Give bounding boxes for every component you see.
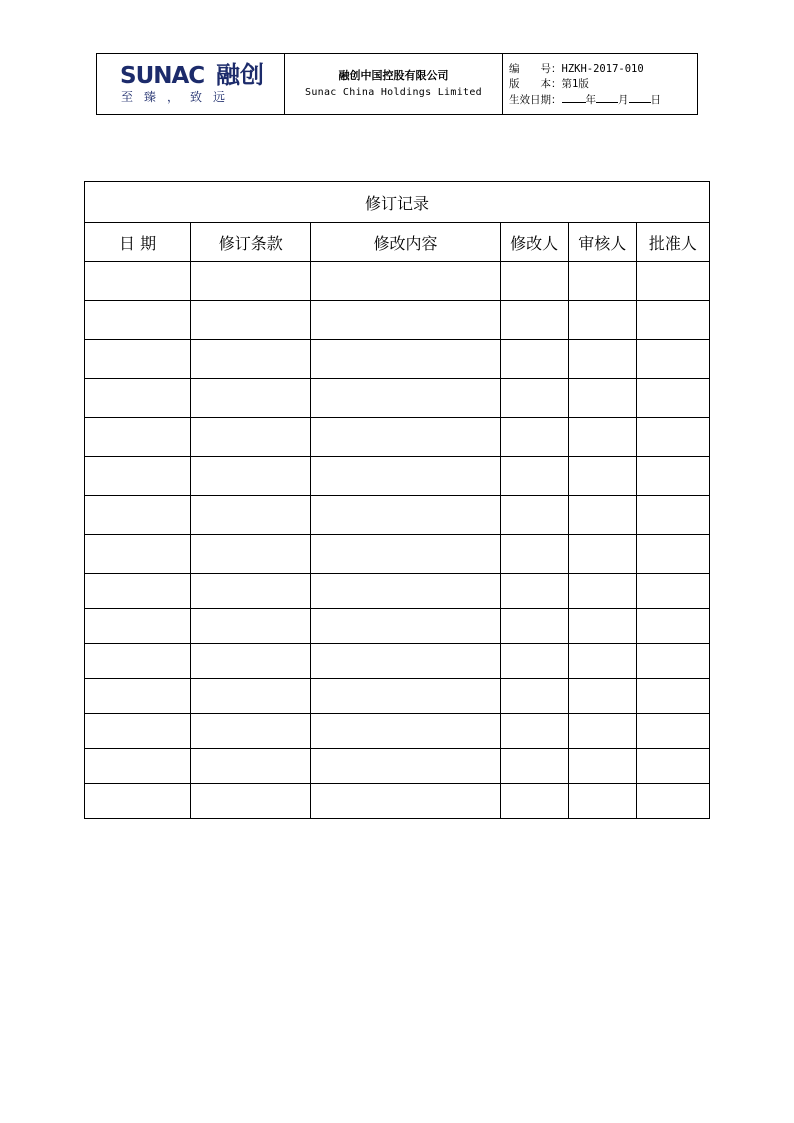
column-header-approver: 批准人 <box>636 223 709 262</box>
cell-date <box>85 340 191 379</box>
company-name-cn: 融创中国控股有限公司 <box>338 69 449 82</box>
cell-reviewer <box>568 609 636 644</box>
logo-brand-cn: 融创 <box>216 61 264 89</box>
cell-content <box>311 535 500 574</box>
cell-reviewer <box>568 535 636 574</box>
cell-clause <box>191 535 311 574</box>
table-row <box>85 644 710 679</box>
cell-approver <box>636 784 709 819</box>
cell-modifier <box>500 535 568 574</box>
cell-date <box>85 714 191 749</box>
cell-clause <box>191 679 311 714</box>
cell-reviewer <box>568 301 636 340</box>
cell-modifier <box>500 679 568 714</box>
table-row <box>85 749 710 784</box>
cell-clause <box>191 340 311 379</box>
cell-modifier <box>500 340 568 379</box>
table-row <box>85 379 710 418</box>
cell-approver <box>636 262 709 301</box>
cell-modifier <box>500 784 568 819</box>
cell-clause <box>191 644 311 679</box>
cell-clause <box>191 418 311 457</box>
document-header <box>96 53 698 115</box>
cell-content <box>311 340 500 379</box>
cell-content <box>311 496 500 535</box>
logo-slogan: 至臻，致远 <box>121 90 237 104</box>
cell-date <box>85 749 191 784</box>
cell-reviewer <box>568 574 636 609</box>
cell-reviewer <box>568 418 636 457</box>
effective-date-row <box>509 92 697 108</box>
cell-reviewer <box>568 749 636 784</box>
effective-date-label: 生效日期： <box>509 94 562 106</box>
table-row <box>85 418 710 457</box>
document-meta <box>503 54 697 114</box>
table-title-row <box>85 182 710 223</box>
company-logo <box>97 54 285 114</box>
cell-clause <box>191 574 311 609</box>
cell-reviewer <box>568 496 636 535</box>
cell-approver <box>636 749 709 784</box>
cell-clause <box>191 496 311 535</box>
cell-content <box>311 574 500 609</box>
revision-record-table <box>84 181 710 819</box>
cell-content <box>311 379 500 418</box>
day-blank <box>629 92 651 103</box>
cell-reviewer <box>568 679 636 714</box>
cell-clause <box>191 749 311 784</box>
cell-reviewer <box>568 457 636 496</box>
company-name-en: Sunac China Holdings Limited <box>305 87 482 98</box>
cell-modifier <box>500 262 568 301</box>
cell-approver <box>636 644 709 679</box>
cell-clause <box>191 301 311 340</box>
cell-content <box>311 749 500 784</box>
cell-date <box>85 574 191 609</box>
cell-content <box>311 457 500 496</box>
year-blank <box>562 92 586 103</box>
cell-reviewer <box>568 340 636 379</box>
cell-modifier <box>500 644 568 679</box>
month-unit: 月 <box>618 94 629 106</box>
cell-approver <box>636 379 709 418</box>
cell-modifier <box>500 714 568 749</box>
cell-reviewer <box>568 379 636 418</box>
cell-modifier <box>500 379 568 418</box>
cell-content <box>311 262 500 301</box>
table-row <box>85 301 710 340</box>
table-header-row <box>85 223 710 262</box>
day-unit: 日 <box>650 94 661 106</box>
table-row <box>85 535 710 574</box>
table-row <box>85 784 710 819</box>
cell-date <box>85 644 191 679</box>
version-row <box>509 77 697 92</box>
column-header-reviewer: 审核人 <box>568 223 636 262</box>
cell-content <box>311 784 500 819</box>
cell-content <box>311 609 500 644</box>
cell-reviewer <box>568 714 636 749</box>
document-number-row <box>509 62 697 77</box>
cell-approver <box>636 714 709 749</box>
cell-modifier <box>500 574 568 609</box>
table-title: 修订记录 <box>85 182 710 223</box>
column-header-content: 修改内容 <box>311 223 500 262</box>
cell-date <box>85 301 191 340</box>
cell-clause <box>191 262 311 301</box>
table-row <box>85 262 710 301</box>
cell-clause <box>191 784 311 819</box>
cell-approver <box>636 340 709 379</box>
cell-approver <box>636 679 709 714</box>
cell-reviewer <box>568 784 636 819</box>
table-row <box>85 457 710 496</box>
cell-date <box>85 418 191 457</box>
cell-modifier <box>500 749 568 784</box>
cell-content <box>311 418 500 457</box>
column-header-modifier: 修改人 <box>500 223 568 262</box>
table-row <box>85 679 710 714</box>
cell-content <box>311 679 500 714</box>
cell-modifier <box>500 457 568 496</box>
cell-reviewer <box>568 262 636 301</box>
cell-content <box>311 301 500 340</box>
cell-clause <box>191 379 311 418</box>
cell-reviewer <box>568 644 636 679</box>
cell-approver <box>636 301 709 340</box>
column-header-date: 日 期 <box>85 223 191 262</box>
version-label: 版 本： <box>509 78 562 90</box>
column-header-clause: 修订条款 <box>191 223 311 262</box>
cell-date <box>85 679 191 714</box>
cell-date <box>85 379 191 418</box>
cell-approver <box>636 574 709 609</box>
cell-modifier <box>500 301 568 340</box>
table-row <box>85 609 710 644</box>
month-blank <box>596 92 618 103</box>
cell-clause <box>191 609 311 644</box>
document-number-value: HZKH-2017-010 <box>561 63 644 75</box>
cell-content <box>311 644 500 679</box>
document-number-label: 编 号： <box>509 63 562 75</box>
cell-clause <box>191 714 311 749</box>
cell-date <box>85 784 191 819</box>
cell-approver <box>636 535 709 574</box>
cell-date <box>85 457 191 496</box>
version-value: 第1版 <box>561 78 589 90</box>
table-row <box>85 496 710 535</box>
cell-approver <box>636 609 709 644</box>
cell-content <box>311 714 500 749</box>
year-unit: 年 <box>585 94 596 106</box>
cell-date <box>85 609 191 644</box>
cell-clause <box>191 457 311 496</box>
cell-date <box>85 535 191 574</box>
company-name-block <box>285 54 503 114</box>
cell-modifier <box>500 609 568 644</box>
logo-brand-en: SUNAC <box>120 63 205 89</box>
cell-approver <box>636 457 709 496</box>
cell-modifier <box>500 418 568 457</box>
table-row <box>85 714 710 749</box>
table-row <box>85 574 710 609</box>
cell-approver <box>636 496 709 535</box>
table-row <box>85 340 710 379</box>
cell-date <box>85 496 191 535</box>
cell-date <box>85 262 191 301</box>
cell-approver <box>636 418 709 457</box>
cell-modifier <box>500 496 568 535</box>
